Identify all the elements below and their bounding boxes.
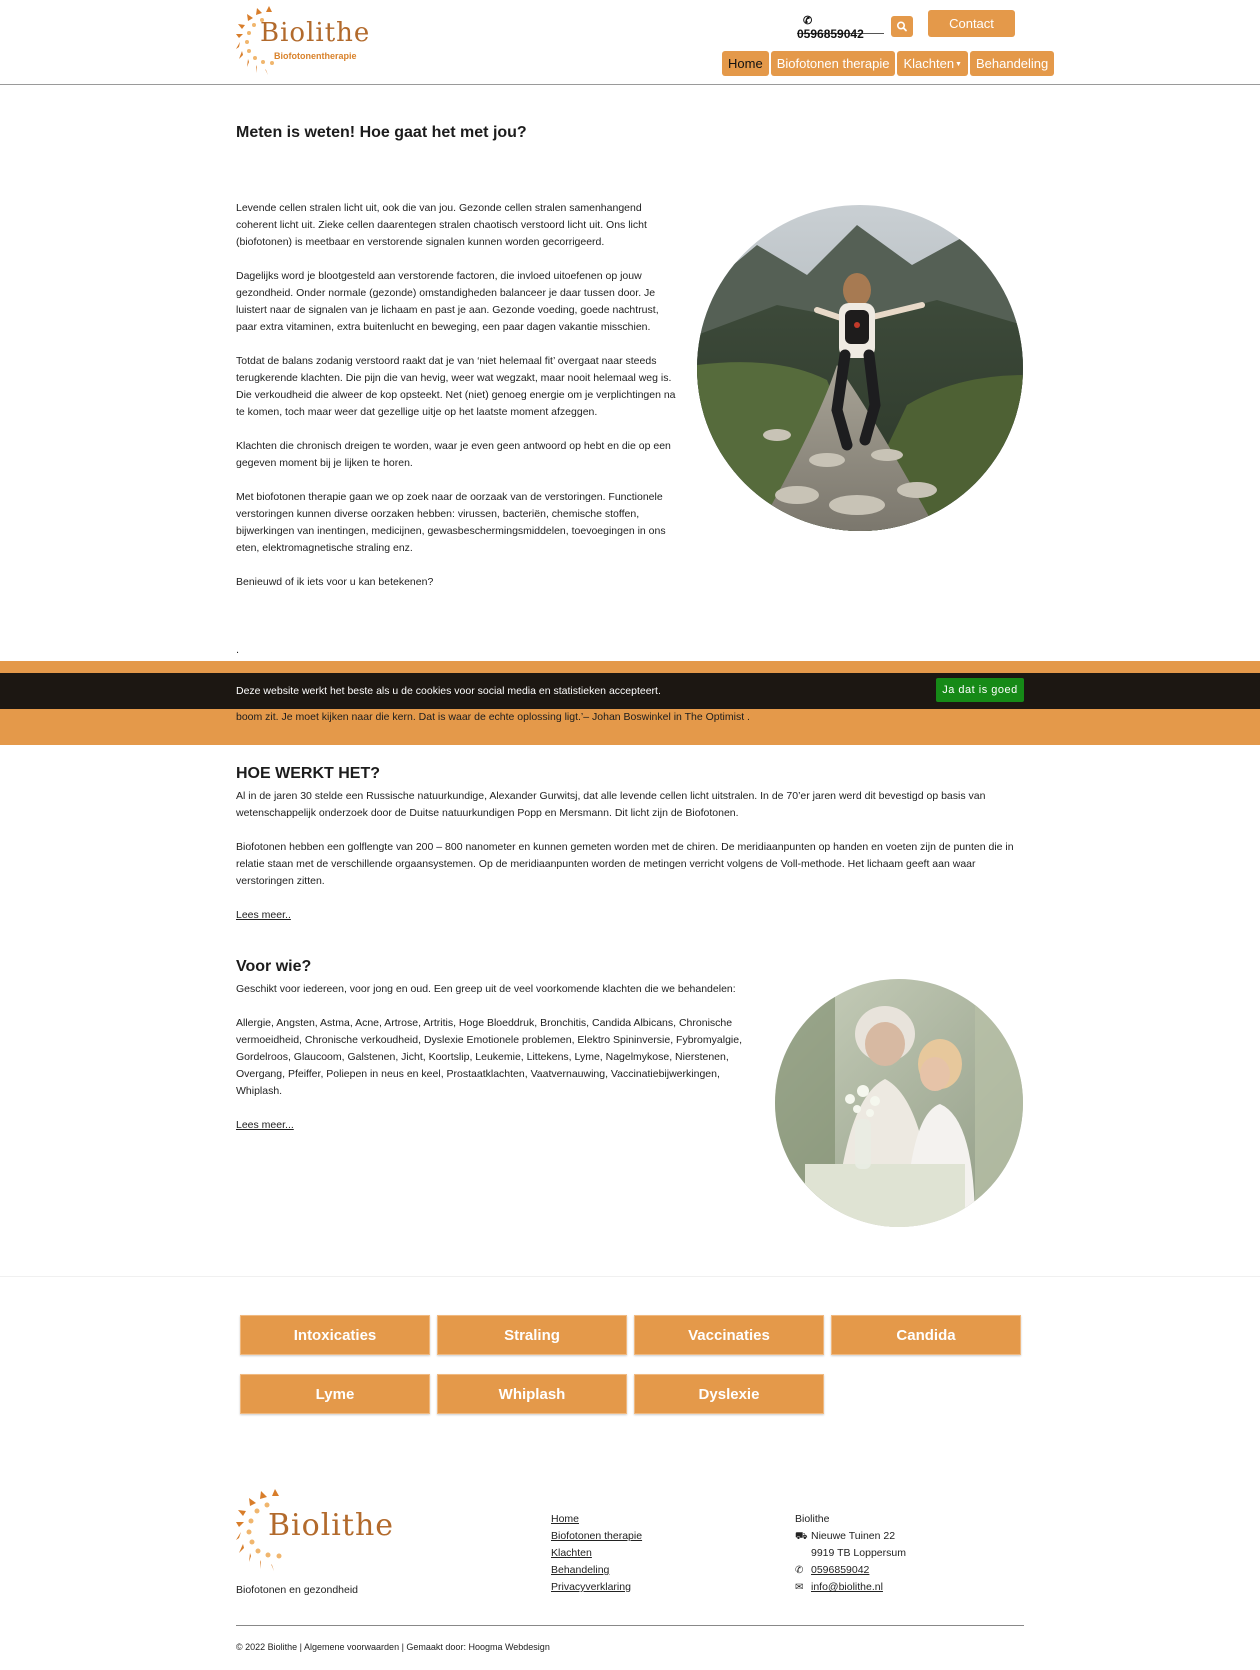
header-phone-number[interactable]: 0596859042 <box>797 27 864 41</box>
nav-item-label: Home <box>728 56 763 71</box>
footer-email <box>795 1579 906 1596</box>
how-read-more-link[interactable]: Lees meer.. <box>236 909 291 921</box>
who-paragraph: Geschikt voor iedereen, voor jong en oud. Een greep uit de veel voorkomende klachten die we behandelen: <box>236 983 736 995</box>
city: 9919 TB Loppersum <box>811 1547 906 1559</box>
section-divider <box>0 1276 1260 1277</box>
road-icon: ⛟ <box>795 1531 808 1542</box>
footer-city-row <box>795 1545 906 1562</box>
cookie-accept-button[interactable]: Ja dat is goed <box>936 678 1024 702</box>
tile-intoxicaties[interactable]: Intoxicaties <box>240 1315 430 1355</box>
street: Nieuwe Tuinen 22 <box>811 1530 896 1542</box>
how-it-works-text <box>236 788 1026 907</box>
footer-link-home[interactable]: Home <box>551 1513 580 1525</box>
site-logo[interactable] <box>236 6 371 74</box>
tile-whiplash[interactable]: Whiplash <box>437 1374 627 1414</box>
intro-paragraph: Met biofotonen therapie gaan we op zoek naar de oorzaak van de verstoringen. Functionele verstoringen kunnen diverse oorzaken hebben: virussen, bacteriën, chemische stoffen, bijwerkingen van inentingen, medicijnen, gewasbeschermingsmiddelen, toevoegingen in ons eten, elektromagnetische straling enz. <box>236 491 666 554</box>
family-photo <box>775 979 1023 1227</box>
nav-item-biofotonen-therapie[interactable] <box>771 51 896 76</box>
search-button[interactable] <box>891 16 913 37</box>
intro-paragraph: Benieuwd of ik iets voor u kan betekenen? <box>236 576 434 588</box>
site-header <box>0 0 1260 85</box>
page-title: Meten is weten! Hoe gaat het met jou? <box>236 124 527 141</box>
copyright: © 2022 Biolithe | Algemene voorwaarden | Gemaakt door: Hoogma Webdesign <box>236 1642 550 1652</box>
nav-item-behandeling[interactable] <box>970 51 1054 76</box>
footer-phone-link[interactable]: 0596859042 <box>811 1564 870 1576</box>
footer-logo[interactable] <box>236 1488 395 1573</box>
company-name: Biolithe <box>795 1513 830 1525</box>
intro-paragraph: Totdat de balans zodanig verstoord raakt dat je van ‘niet helemaal fit’ overgaat naar steeds terugkerende klachten. Die pijn die van hevig, weer wat wegzakt, maar nooit helemaal weg is. Die verkoudheid die alweer de kop opsteekt. Net (niet) genoeg energie om je verplichtingen na te komen, toch maar weer dat gezellige uitje op het laatste moment afzeggen. <box>236 355 676 418</box>
footer-tagline: Biofotonen en gezondheid <box>236 1584 359 1596</box>
contact-button[interactable]: Contact <box>928 10 1015 37</box>
who-read-more-link[interactable]: Lees meer... <box>236 1119 294 1131</box>
intro-paragraph: Klachten die chronisch dreigen te worden, waar je even geen antwoord op hebt en die op een gegeven moment bij je lijken te horen. <box>236 440 671 469</box>
for-whom-text <box>236 981 751 1117</box>
footer-email-link[interactable]: info@biolithe.nl <box>811 1581 883 1593</box>
intro-paragraph: Dagelijks word je blootgesteld aan verstorende factoren, die invloed uitoefenen op jouw gezondheid. Onder normale (gezonde) omstandigheden balanceer je daar tussen door. Je luistert naar de signalen van je lichaam en past je aan. Gezonde voeding, goede nachtrust, paar extra vitaminen, extra buitenlucht en beweging, een paar dagen vakantie misschien. <box>236 270 659 333</box>
footer-link-klachten[interactable]: Klachten <box>551 1547 592 1559</box>
how-paragraph: Al in de jaren 30 stelde een Russische natuurkundige, Alexander Gurwitsj, dat alle levende cellen licht uitstralen. In de 70’er jaren werd dit bevestigd op basis van wetenschappelijk onderzoek door de Duitse natuurkundigen Popp en Mersmann. Dit licht zijn de Biofotonen. <box>236 790 986 819</box>
nav-item-label: Klachten <box>903 56 955 71</box>
tile-vaccinaties[interactable]: Vaccinaties <box>634 1315 824 1355</box>
separator-dot: . <box>236 644 240 656</box>
for-whom-title: Voor wie? <box>236 958 312 975</box>
tile-dyslexie[interactable]: Dyslexie <box>634 1374 824 1414</box>
nav-item-home[interactable] <box>722 51 769 76</box>
quote-text: boom zit. Je moet kijken naar die kern. Dat is waar de echte oplossing ligt.’– Johan Boswinkel in The Optimist . <box>236 711 750 723</box>
footer-company <box>795 1511 906 1528</box>
intro-text <box>236 200 681 608</box>
nav-item-label: Behandeling <box>975 56 1049 71</box>
footer-logo-wordmark: Biolithe <box>268 1508 395 1543</box>
tile-candida[interactable]: Candida <box>831 1315 1021 1355</box>
tile-straling[interactable]: Straling <box>437 1315 627 1355</box>
who-paragraph: Allergie, Angsten, Astma, Acne, Artrose, Artritis, Hoge Bloeddruk, Bronchitis, Candida Albicans, Chronische vermoeidheid, Chronische verkoudheid, Dyslexie Emotionele problemen, Elektro Spininversie, Fybromyalgie, Gordelroos, Glaucoom, Galstenen, Jicht, Koortslip, Leukemie, Littekens, Lyme, Nagelmykose, Nierstenen, Overgang, Pfeiffer, Poliepen in neus en keel, Prostaatklachten, Vaatvernauwing, Vaccinatiebijwerkingen, Whiplash. <box>236 1017 742 1097</box>
footer-address <box>795 1528 906 1545</box>
cookie-bar <box>0 673 1260 709</box>
footer-links <box>551 1511 642 1596</box>
logo-tagline: Biofotonentherapie <box>274 51 357 61</box>
phone-icon: ✆ <box>795 1565 804 1576</box>
nav-item-label: Biofotonen therapie <box>776 56 890 71</box>
footer-link-privacyverklaring[interactable]: Privacyverklaring <box>551 1581 631 1593</box>
tile-lyme[interactable]: Lyme <box>240 1374 430 1414</box>
intro-paragraph: Levende cellen stralen licht uit, ook die van jou. Gezonde cellen stralen samenhangend coherent licht uit. Zieke cellen daarentegen stralen chaotisch verstoord licht uit. Ons licht (biofotonen) is meetbaar en verstorende signalen kunnen worden gecorrigeerd. <box>236 202 647 248</box>
hiker-photo <box>697 205 1023 531</box>
footer-divider <box>236 1625 1024 1626</box>
envelope-icon: ✉ <box>795 1582 804 1593</box>
logo-wordmark: Biolithe <box>260 18 371 48</box>
how-paragraph: Biofotonen hebben een golflengte van 200 – 800 nanometer en kunnen gemeten worden met de chiren. De meridiaanpunten op handen en voeten zijn de punten die in relatie staan met de verschillende orgaansystemen. Op de meridiaanpunten worden de metingen verricht volgens de Voll-methode. Het lichaam geeft aan waar verstoringen zitten. <box>236 841 1014 887</box>
phone-icon: ✆ <box>803 15 813 27</box>
how-it-works-title: HOE WERKT HET? <box>236 765 380 782</box>
search-icon <box>891 16 913 37</box>
nav-item-klachten[interactable] <box>897 51 968 76</box>
cookie-message: Deze website werkt het beste als u de cookies voor social media en statistieken accepteert. <box>236 685 661 697</box>
footer-phone <box>795 1562 906 1579</box>
header-phone[interactable] <box>797 10 884 41</box>
main-nav <box>722 51 1054 76</box>
footer-link-biofotonen-therapie[interactable]: Biofotonen therapie <box>551 1530 643 1542</box>
caret-down-icon: ▼ <box>955 61 962 69</box>
footer-link-behandeling[interactable]: Behandeling <box>551 1564 610 1576</box>
footer-contact <box>795 1511 906 1596</box>
